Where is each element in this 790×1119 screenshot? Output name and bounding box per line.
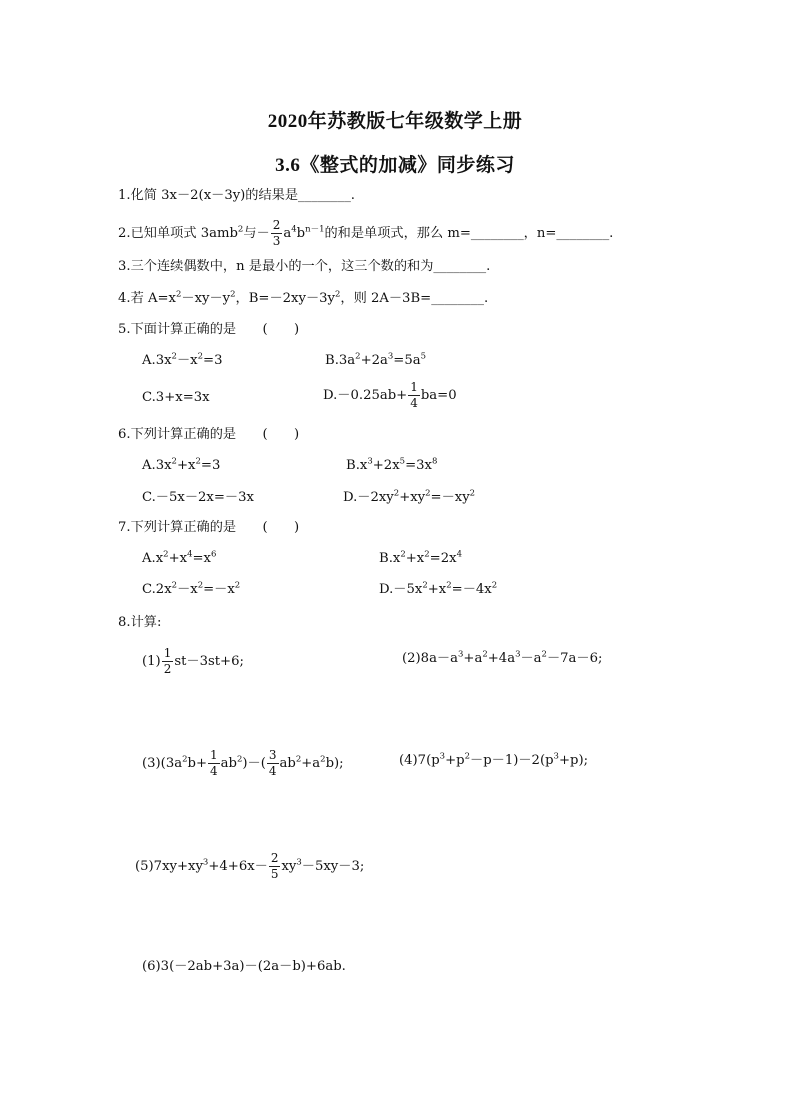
opt-part: +x xyxy=(176,458,196,473)
item-part: )－( xyxy=(242,756,266,771)
q2-prefix-exp: 2 xyxy=(237,224,244,235)
q8-item-5 xyxy=(135,851,364,882)
opt-part: =3 xyxy=(200,458,221,473)
item-part: ab xyxy=(279,756,296,771)
q8-5-fraction xyxy=(269,851,281,882)
opt-exp: 2 xyxy=(197,351,204,362)
opt-exp: 2 xyxy=(425,488,431,499)
frac-den: 4 xyxy=(268,764,277,778)
opt-exp: 4 xyxy=(187,549,193,560)
q6-option-b xyxy=(346,457,437,475)
opt-part: A.3x xyxy=(142,458,172,473)
opt-part: =－4x xyxy=(451,582,492,597)
item-part: －a xyxy=(520,651,542,666)
item-exp: 2 xyxy=(541,649,547,660)
question-5-stem: 5.下面计算正确的是 ( ) xyxy=(118,322,300,337)
item-part: －7a－6; xyxy=(546,651,603,666)
q2-fraction xyxy=(271,218,283,249)
opt-part: =3x xyxy=(405,458,432,473)
q4-part: －xy－y xyxy=(181,291,231,306)
item-part: +p xyxy=(445,753,465,768)
opt-exp: 5 xyxy=(420,351,427,362)
q4-part: ，则 2A－3B=________. xyxy=(340,291,489,306)
opt-exp: 2 xyxy=(171,351,177,362)
opt-part: =5a xyxy=(393,353,421,368)
q8-3-fraction-1 xyxy=(208,748,220,779)
q8-item-6: (6)3(－2ab+3a)－(2a－b)+6ab. xyxy=(142,959,346,974)
q8-item-4 xyxy=(399,752,588,770)
opt-part: D.－2xy xyxy=(343,490,394,505)
item-exp: 2 xyxy=(295,754,302,765)
item-part: (4)7(p xyxy=(399,753,440,768)
opt-exp: 2 xyxy=(469,488,476,499)
q7-option-c xyxy=(142,581,240,599)
opt-exp: 2 xyxy=(446,580,452,591)
opt-part: B.x xyxy=(346,458,368,473)
opt-exp: 8 xyxy=(431,456,438,467)
question-4 xyxy=(118,290,488,308)
opt-part: A.3x xyxy=(142,353,172,368)
item-exp: 3 xyxy=(439,751,446,762)
opt-exp: 2 xyxy=(234,580,241,591)
item-part: +a xyxy=(301,756,321,771)
frac-den: 2 xyxy=(163,662,172,676)
opt-exp: 2 xyxy=(422,580,428,591)
frac-num: 2 xyxy=(270,851,279,865)
q5-option-c: C.3+x=3x xyxy=(142,390,210,405)
item-part: +4a xyxy=(487,651,516,666)
question-6-stem: 6.下列计算正确的是 ( ) xyxy=(118,427,300,442)
item-part: ab xyxy=(220,756,237,771)
opt-part: +xy xyxy=(399,490,426,505)
q2-prefix: 2.已知单项式 3amb xyxy=(118,226,238,241)
item-exp: 2 xyxy=(182,754,188,765)
item-exp: 2 xyxy=(236,754,243,765)
q2-mono-a: a xyxy=(283,226,292,241)
q7-option-d xyxy=(379,581,497,599)
item-exp: 3 xyxy=(515,649,521,660)
frac-num: 1 xyxy=(163,646,172,660)
q4-part: 4.若 A=x xyxy=(118,291,176,306)
opt-exp: 5 xyxy=(399,456,406,467)
item-part: +a xyxy=(463,651,483,666)
opt-part: =2x xyxy=(429,551,457,566)
opt-part: －x xyxy=(177,582,198,597)
q2-mono-b: b xyxy=(296,226,306,241)
q8-item-1 xyxy=(142,646,244,677)
item-part: b); xyxy=(325,756,344,771)
opt-exp: 2 xyxy=(355,351,361,362)
opt-part: B.3a xyxy=(325,353,356,368)
q8-item-2 xyxy=(402,650,602,668)
question-7-stem: 7.下列计算正确的是 ( ) xyxy=(118,520,300,535)
item-part: +4+6x－ xyxy=(208,859,268,874)
q2-mono-exp2: n－1 xyxy=(305,224,325,235)
opt-part: +2a xyxy=(360,353,388,368)
question-1: 1.化简 3x－2(x－3y)的结果是________. xyxy=(118,188,356,203)
q4-part: ，B=－2xy－3y xyxy=(235,291,335,306)
q4-exp: 2 xyxy=(175,289,182,300)
q2-mono-exp1: 4 xyxy=(291,224,297,235)
document-subtitle: 3.6《整式的加减》同步练习 xyxy=(275,155,515,176)
item-exp: 3 xyxy=(296,857,302,868)
item-exp: 2 xyxy=(464,751,471,762)
item-part: (2)8a－a xyxy=(402,651,458,666)
question-8-stem: 8.计算: xyxy=(118,615,162,630)
opt-part: C.2x xyxy=(142,582,172,597)
opt-exp: 6 xyxy=(211,549,217,560)
opt-exp: 2 xyxy=(195,456,201,467)
opt-part: +x xyxy=(168,551,188,566)
opt-part: －x xyxy=(176,353,198,368)
q7-option-a xyxy=(142,550,216,568)
opt-exp: 3 xyxy=(387,351,394,362)
item-part: (3)(3a xyxy=(142,756,183,771)
q6-option-a xyxy=(142,457,220,475)
opt-exp: 2 xyxy=(197,580,204,591)
opt-exp: 2 xyxy=(393,488,400,499)
item-exp: 2 xyxy=(320,754,326,765)
item-exp: 3 xyxy=(457,649,464,660)
item-part: st－3st+6; xyxy=(174,654,244,669)
item-exp: 3 xyxy=(553,751,559,762)
q2-frac-num: 2 xyxy=(272,218,281,232)
item-part: xy xyxy=(281,859,297,874)
opt-exp: 2 xyxy=(171,456,177,467)
opt-part: +x xyxy=(427,582,447,597)
item-part: －5xy－3; xyxy=(301,859,365,874)
question-2 xyxy=(118,218,613,249)
item-part: b+ xyxy=(187,756,207,771)
opt-exp: 2 xyxy=(424,549,430,560)
opt-exp: 2 xyxy=(400,549,406,560)
frac-num: 1 xyxy=(210,748,218,762)
opt-exp: 3 xyxy=(367,456,373,467)
q2-mid: 与－ xyxy=(243,226,270,241)
q8-1-fraction xyxy=(162,646,174,677)
q4-exp: 2 xyxy=(230,289,236,300)
q2-frac-den: 3 xyxy=(272,234,281,248)
frac-den: 5 xyxy=(270,867,279,881)
opt-part: =x xyxy=(192,551,211,566)
opt-part: D.－5x xyxy=(379,582,423,597)
q5-d-fraction xyxy=(408,380,420,411)
opt-part: +2x xyxy=(372,458,400,473)
item-exp: 3 xyxy=(202,857,209,868)
frac-den: 4 xyxy=(410,396,418,410)
q5-option-b xyxy=(325,352,426,370)
opt-part: ba=0 xyxy=(420,388,457,403)
opt-part: =－x xyxy=(203,582,235,597)
document-title: 2020年苏教版七年级数学上册 xyxy=(267,111,523,132)
opt-exp: 2 xyxy=(163,549,169,560)
opt-exp: 4 xyxy=(456,549,462,560)
q8-item-3 xyxy=(142,748,344,779)
q7-option-b xyxy=(379,550,462,568)
frac-num: 3 xyxy=(268,748,277,762)
frac-den: 4 xyxy=(210,764,218,778)
opt-exp: 2 xyxy=(491,580,498,591)
item-part: +p); xyxy=(558,753,589,768)
item-part: (1) xyxy=(142,654,161,669)
item-part: －p－1)－2(p xyxy=(470,753,554,768)
q2-suffix: 的和是单项式，那么 m=________，n=________. xyxy=(324,226,614,241)
q6-option-d xyxy=(343,489,475,507)
q6-option-c: C.－5x－2x=－3x xyxy=(142,490,254,505)
opt-exp: 2 xyxy=(171,580,178,591)
q8-3-fraction-2 xyxy=(267,748,279,779)
opt-part: =－xy xyxy=(430,490,470,505)
opt-part: =3 xyxy=(203,353,223,368)
item-exp: 2 xyxy=(482,649,488,660)
opt-part: +x xyxy=(405,551,425,566)
q4-exp: 2 xyxy=(334,289,341,300)
item-part: (5)7xy+xy xyxy=(135,859,203,874)
opt-part: D.－0.25ab+ xyxy=(323,388,408,403)
question-3: 3.三个连续偶数中，n 是最小的一个，这三个数的和为________. xyxy=(118,259,491,274)
q5-option-a xyxy=(142,352,222,370)
opt-part: A.x xyxy=(142,551,164,566)
frac-num: 1 xyxy=(410,380,418,394)
opt-part: B.x xyxy=(379,551,401,566)
q5-option-d xyxy=(323,380,457,411)
